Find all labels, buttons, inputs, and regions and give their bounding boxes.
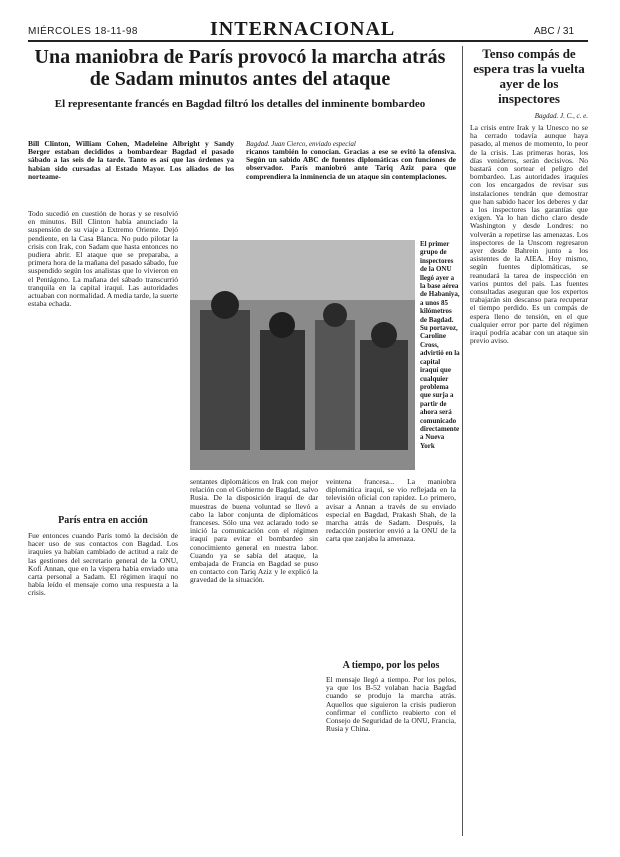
column-2-text: sentantes diplomáticos en Irak con mejor relación con el Gobierno de Bagdad, salvo Rusia. De la disposición iraquí de dar muestras de buena voluntad se llevó a cabo la labor conjunta de diplomáticos franceses. Sólo una vez aclarado todo se inició la comunicación con el régimen iraquí para evitar el bombardeo sin conocimiento general en nuestra labor. Cuando ya se sabía del ataque, la embajada de Francia en Bagdad se puso en contacto con Tariq Aziz y le explicó la gravedad de la situación. <box>190 478 318 585</box>
section-title: INTERNACIONAL <box>210 18 396 40</box>
lead-right: ricanos también lo conocían. Gracias a ese se evitó la ofensiva. Según un sabido ABC de fuentes diplomáticas con funciones de observador. París maniobró ante Tariq Aziz para que comprendiera la inminencia de un ataque sin contemplaciones. <box>246 147 456 181</box>
column-divider <box>462 46 463 836</box>
sidebar-text: La crisis entre Irak y la Unesco no se ha cerrado todavía aunque haya pasado, al menos de momento, lo peor de la crisis. Las primeras horas, los días venideros, serán decisivos. No bastará con sortear el peligro del bombardeo. Las autoridades iraquíes con los encargados de revisar sus instalaciones tendrán que demostrar que han sabido hacer los deberes y dar a los inspectores las garantías que exigen. Ya lo han dicho claro desde Washington y desde Londres: no volverán a repetirse las amenazas. Los inspectores de la Unscom regresaron ayer desde Bahrein junto a los asistentes de la AIEA. Hoy mismo, según fuentes diplomáticas, se reanudará la tarea de inspección en varios puntos del país. Las fuentes consultadas aseguran que los expertos trabajarán sin descanso para recuperar el tiempo perdido. Es un compás de espera lleno de tensión, en el que cualquier error por parte del régimen iraquí podría acabar con un ataque sin previo aviso. <box>470 124 588 346</box>
column-3b-text: El mensaje llegó a tiempo. Por los pelos, ya que los B-52 volaban hacia Bagdad cuando se produjo la marcha atrás. Aquellos que siguieron la crisis pudieron confirmar el conflicto reabierto con el Consejo de Seguridad de la ONU, Francia, Rusia y China. <box>326 676 456 734</box>
news-photo <box>190 240 415 470</box>
lead-left: Bill Clinton, William Cohen, Madeleine Albright y Sandy Berger estaban decididos a bombardear Bagdad el pasado sábado a las seis de la tarde. Tanto es así que las órdenes ya habían sido cursadas al Estado Mayor. Los aliados de los norteame- <box>28 139 234 181</box>
column-1b-text: Fue entonces cuando París tomó la decisión de hacer uso de sus contactos con Bagdad. Los iraquíes ya habían cambiado de actitud a raíz de las gestiones del secretario general de la ONU, Kofi Annan, que en la víspera había enviado una carta personal a Sadam. El régimen iraquí no había leído el mensaje como una respuesta a la crisis. <box>28 532 178 598</box>
column-1-text: Todo sucedió en cuestión de horas y se resolvió en minutos. Bill Clinton había anunciado la suspensión de su viaje a Extremo Oriente. Dejó pendiente, en la Casa Blanca. No pudo pilotar la crisis con Irak, con Sadam que hasta entonces no pudiera abrir. El ataque que se preparaba, a primera hora de la mañana del pasado sábado, fue suspendido según los analistas que lo vivieron en el Pentágono. La mañana del sábado transcurrió tranquila en la capital iraquí. Las autoridades actuaban con normalidad. A media tarde, la suerte estaba echada. <box>28 210 178 309</box>
subsection-title: París entra en acción <box>58 515 148 526</box>
sidebar-title: Tenso compás de espera tras la vuelta ayer de los inspectores <box>473 46 585 106</box>
header-rule <box>28 40 588 42</box>
lead-right-block <box>246 140 456 181</box>
page-number: ABC / 31 <box>534 26 575 37</box>
header-date: MIÉRCOLES 18-11-98 <box>28 26 138 37</box>
subsection-title-2: A tiempo, por los pelos <box>342 660 440 671</box>
photo-caption: El primer grupo de inspectores de la ONU llegó ayer a la base aérea de Habaniya, a unos 85 kilómetros de Bagdad. Su portavoz, Caroline Cross, advirtió en la capital iraquí que cualquier problema que surja a partir de ahora será comunicado directamente a Nueva York <box>420 240 460 450</box>
sidebar-byline: Bagdad. J. C., c. e. <box>534 112 588 120</box>
main-headline: Una maniobra de París provocó la marcha atrás de Sadam minutos antes del ataque <box>34 46 446 90</box>
byline: Bagdad. Juan Cierco, enviado especial <box>246 140 356 148</box>
main-subhead: El representante francés en Bagdad filtró los detalles del inminente bombardeo <box>54 98 426 110</box>
column-3-text: veintena francesa... La maniobra diplomática iraquí, se vio reflejada en la televisión oficial con rapidez. Lo primero, avisar a Annan a través de su enviado especial en Bagdad, Prakash Shah, de la marcha atrás de Sadam. Después, la redacción posterior envió a la ONU de la carta que zanjaba la amenaza. <box>326 478 456 544</box>
